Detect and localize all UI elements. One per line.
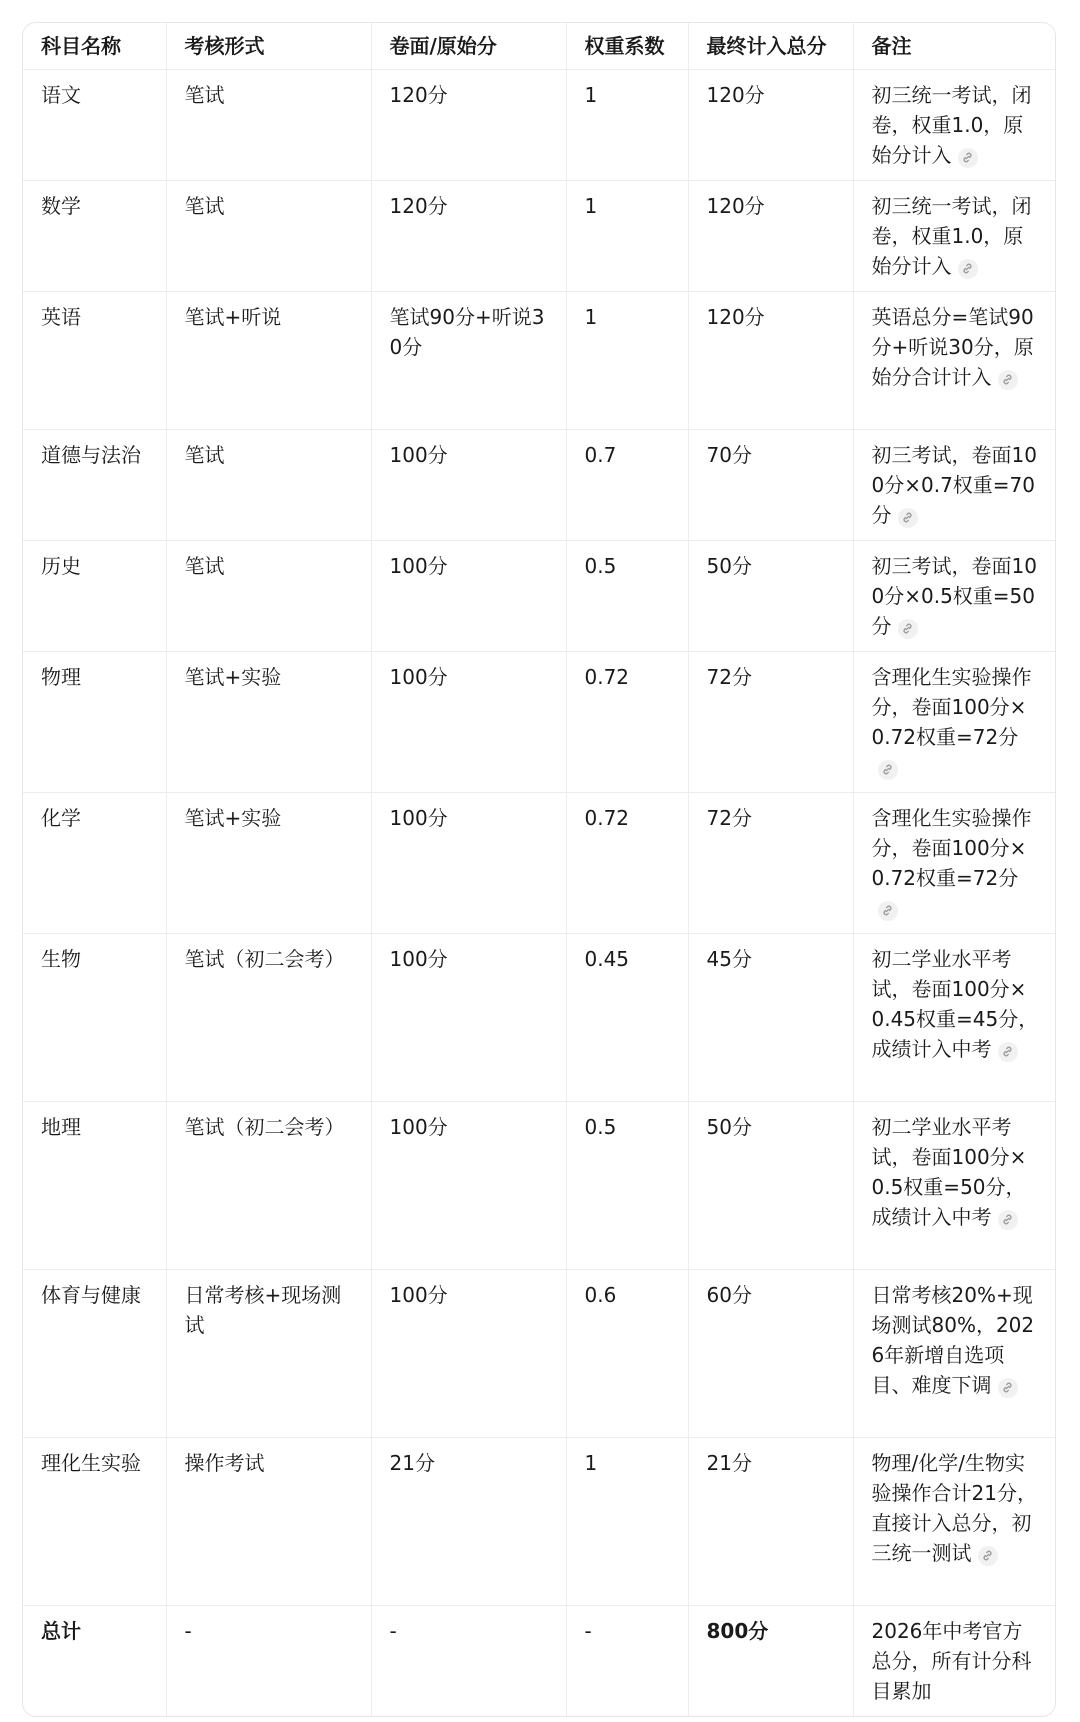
cell-raw-score: 21分 <box>371 1438 566 1606</box>
note-text: 初三考试，卷面100分×0.7权重=70分 <box>871 443 1037 527</box>
link-icon[interactable] <box>998 1210 1018 1230</box>
cell-final-score: 70分 <box>688 430 853 541</box>
cell-form: 日常考核+现场测试 <box>166 1270 371 1438</box>
link-icon[interactable] <box>878 901 898 921</box>
cell-subject: 语文 <box>23 70 166 181</box>
cell-weight: 1 <box>566 292 688 430</box>
header-subject: 科目名称 <box>23 23 166 70</box>
cell-subject: 理化生实验 <box>23 1438 166 1606</box>
table-row <box>23 652 1056 793</box>
header-raw-score: 卷面/原始分 <box>371 23 566 70</box>
cell-subject: 化学 <box>23 793 166 934</box>
cell-raw-score: - <box>371 1606 566 1717</box>
cell-form: 笔试+实验 <box>166 793 371 934</box>
cell-form: 笔试 <box>166 70 371 181</box>
table-row <box>23 934 1056 1102</box>
cell-subject: 地理 <box>23 1102 166 1270</box>
cell-raw-score: 100分 <box>371 1270 566 1438</box>
cell-raw-score: 120分 <box>371 181 566 292</box>
cell-raw-score: 100分 <box>371 541 566 652</box>
cell-note <box>853 292 1056 430</box>
link-icon[interactable] <box>998 1378 1018 1398</box>
link-icon[interactable] <box>898 508 918 528</box>
cell-form: 笔试+实验 <box>166 652 371 793</box>
note-text: 日常考核20%+现场测试80%，2026年新增自选项目、难度下调 <box>871 1283 1035 1397</box>
link-icon[interactable] <box>998 370 1018 390</box>
table-row <box>23 181 1056 292</box>
header-note: 备注 <box>853 23 1056 70</box>
note-text: 物理/化学/生物实验操作合计21分，直接计入总分，初三统一测试 <box>871 1451 1037 1565</box>
cell-weight: 0.72 <box>566 652 688 793</box>
cell-subject: 体育与健康 <box>23 1270 166 1438</box>
note-text: 英语总分=笔试90分+听说30分，原始分合计计入 <box>871 305 1034 389</box>
cell-note <box>853 793 1056 934</box>
cell-final-score: 72分 <box>688 793 853 934</box>
cell-form: 操作考试 <box>166 1438 371 1606</box>
cell-final-score: 72分 <box>688 652 853 793</box>
cell-note <box>853 70 1056 181</box>
cell-final-score: 50分 <box>688 541 853 652</box>
cell-final-score: 21分 <box>688 1438 853 1606</box>
cell-weight: 1 <box>566 70 688 181</box>
table-row <box>23 430 1056 541</box>
link-icon[interactable] <box>878 760 898 780</box>
header-form: 考核形式 <box>166 23 371 70</box>
cell-weight: 0.45 <box>566 934 688 1102</box>
note-text: 含理化生实验操作分，卷面100分×0.72权重=72分 <box>871 665 1032 749</box>
link-icon[interactable] <box>958 148 978 168</box>
cell-final-score: 120分 <box>688 292 853 430</box>
cell-note <box>853 1102 1056 1270</box>
cell-form: - <box>166 1606 371 1717</box>
cell-subject: 总计 <box>23 1606 166 1717</box>
cell-subject: 历史 <box>23 541 166 652</box>
cell-raw-score: 100分 <box>371 793 566 934</box>
cell-final-score: 800分 <box>688 1606 853 1717</box>
cell-form: 笔试（初二会考） <box>166 934 371 1102</box>
cell-subject: 道德与法治 <box>23 430 166 541</box>
cell-subject: 英语 <box>23 292 166 430</box>
cell-note <box>853 430 1056 541</box>
cell-final-score: 120分 <box>688 181 853 292</box>
table-header-row <box>23 23 1056 70</box>
cell-raw-score: 120分 <box>371 70 566 181</box>
cell-raw-score: 100分 <box>371 1102 566 1270</box>
table-row <box>23 793 1056 934</box>
note-text: 初三统一考试，闭卷，权重1.0，原始分计入 <box>871 83 1032 167</box>
cell-form: 笔试 <box>166 541 371 652</box>
table-row <box>23 1270 1056 1438</box>
cell-subject: 数学 <box>23 181 166 292</box>
cell-final-score: 45分 <box>688 934 853 1102</box>
cell-note <box>853 1606 1056 1717</box>
cell-note <box>853 934 1056 1102</box>
cell-raw-score: 笔试90分+听说30分 <box>371 292 566 430</box>
score-table-container <box>22 22 1056 1717</box>
cell-weight: 0.6 <box>566 1270 688 1438</box>
header-final-score: 最终计入总分 <box>688 23 853 70</box>
cell-weight: 0.5 <box>566 541 688 652</box>
cell-weight: 0.7 <box>566 430 688 541</box>
score-table <box>23 23 1056 1716</box>
cell-note <box>853 1438 1056 1606</box>
cell-weight: 1 <box>566 1438 688 1606</box>
cell-note <box>853 541 1056 652</box>
cell-form: 笔试（初二会考） <box>166 1102 371 1270</box>
link-icon[interactable] <box>998 1042 1018 1062</box>
cell-raw-score: 100分 <box>371 430 566 541</box>
cell-raw-score: 100分 <box>371 934 566 1102</box>
cell-final-score: 120分 <box>688 70 853 181</box>
cell-form: 笔试 <box>166 181 371 292</box>
cell-raw-score: 100分 <box>371 652 566 793</box>
table-row <box>23 1606 1056 1717</box>
note-text: 初三统一考试，闭卷，权重1.0，原始分计入 <box>871 194 1032 278</box>
cell-weight: 1 <box>566 181 688 292</box>
cell-final-score: 60分 <box>688 1270 853 1438</box>
note-text: 含理化生实验操作分，卷面100分×0.72权重=72分 <box>871 806 1032 890</box>
note-text: 2026年中考官方总分，所有计分科目累加 <box>871 1619 1032 1703</box>
cell-subject: 生物 <box>23 934 166 1102</box>
cell-subject: 物理 <box>23 652 166 793</box>
header-weight: 权重系数 <box>566 23 688 70</box>
cell-note <box>853 1270 1056 1438</box>
table-row <box>23 292 1056 430</box>
note-text: 初二学业水平考试，卷面100分×0.5权重=50分，成绩计入中考 <box>871 1115 1027 1229</box>
cell-weight: 0.72 <box>566 793 688 934</box>
cell-weight: - <box>566 1606 688 1717</box>
table-row <box>23 541 1056 652</box>
link-icon[interactable] <box>978 1546 998 1566</box>
table-row <box>23 1102 1056 1270</box>
cell-weight: 0.5 <box>566 1102 688 1270</box>
cell-note <box>853 652 1056 793</box>
table-row <box>23 1438 1056 1606</box>
link-icon[interactable] <box>898 619 918 639</box>
note-text: 初三考试，卷面100分×0.5权重=50分 <box>871 554 1037 638</box>
cell-final-score: 50分 <box>688 1102 853 1270</box>
cell-note <box>853 181 1056 292</box>
link-icon[interactable] <box>958 259 978 279</box>
cell-form: 笔试 <box>166 430 371 541</box>
table-row <box>23 70 1056 181</box>
note-text: 初二学业水平考试，卷面100分×0.45权重=45分，成绩计入中考 <box>871 947 1039 1061</box>
cell-form: 笔试+听说 <box>166 292 371 430</box>
